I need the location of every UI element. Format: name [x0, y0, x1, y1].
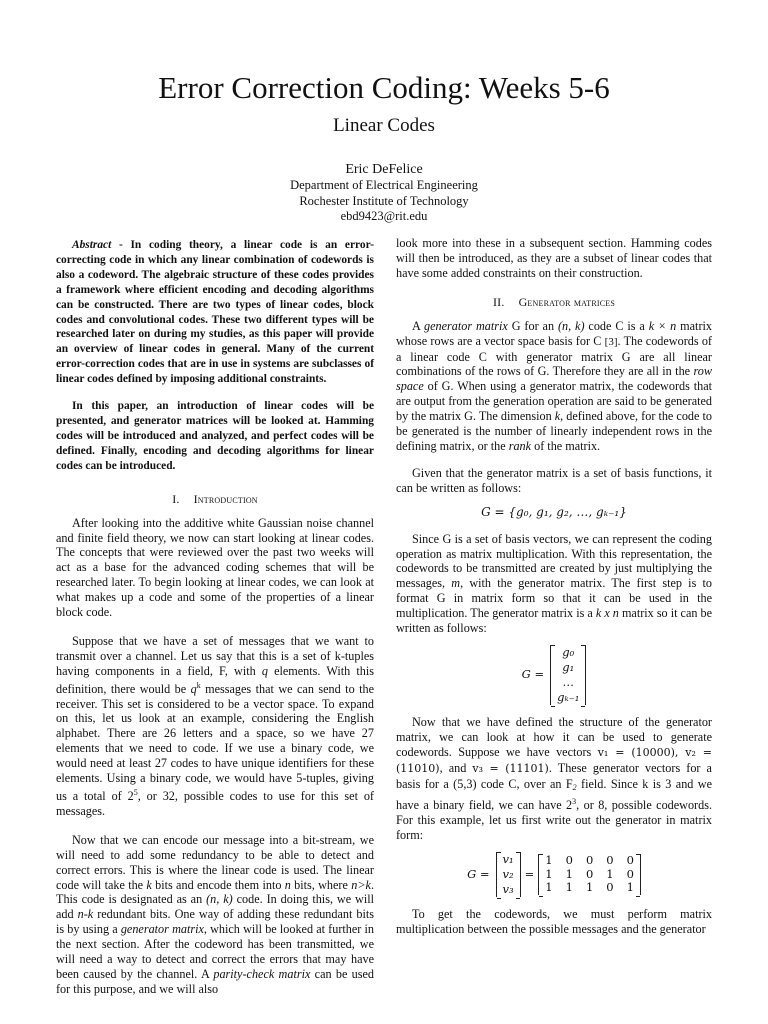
abstract-text-1: In coding theory, a linear code is an error-correcting code in which any linear combination of codewords is also a codeword. The algebraic structure of these codes provides a framework where efficient encoding and decoding algorithms can be constructed. There are two types of linear codes, block codes and convolutional codes. These two different types will be researched later on during my studies, as this paper will provide an overview of linear codes in general. Many of the current error-correction codes that are in use in systems are subclasses of linear codes defined by imposing additional constraints. — [56, 239, 374, 386]
text-italic: parity-check matrix — [213, 966, 311, 981]
matrix-entry: 0 — [585, 866, 594, 881]
section-heading-introduction — [56, 492, 374, 507]
text-run: code C is a — [584, 318, 649, 333]
text-run: of the matrix. — [531, 438, 601, 453]
matrix-entry: 1 — [545, 866, 553, 881]
matrix-entry: 1 — [565, 880, 573, 895]
section-title: Introduction — [193, 491, 258, 506]
section-heading-generator-matrices — [396, 295, 712, 310]
superscript: 3 — [572, 797, 577, 807]
generator-paragraph-5: To get the codewords, we must perform matrix multiplication between the possible messages and the generator — [396, 907, 712, 937]
text-run: elements. With this definition, there would be — [56, 663, 374, 696]
text-run: Suppose that we have a set of messages that we want to transmit over a channel. Let us say that this is a set of k-tuples having components in a field, F, with — [56, 633, 374, 678]
matrix-row — [545, 868, 634, 882]
matrix-entry: g₀ — [562, 644, 575, 659]
text-run: Now that we have defined the structure of the generator matrix, we can look at how it can be used to generate codewords. Suppose we have vectors — [396, 714, 712, 759]
matrix-entry: 1 — [606, 866, 614, 881]
matrix-entry: 0 — [626, 866, 634, 881]
text-run: can be used for this purpose, and we will also — [56, 966, 374, 996]
text-run: , which will be looked at further in the next section. After the codeword has been transmitted, we will need a way to detect and correct the errors that may have been caused by the channel. A — [56, 922, 374, 981]
text-italic: n>k — [351, 877, 371, 892]
matrix-entry: 0 — [606, 853, 614, 868]
subscript: 2 — [572, 782, 577, 792]
intro-paragraph-3 — [56, 833, 374, 997]
text-run: redundant bits. One way of adding these redundant bits is by using a — [56, 907, 375, 937]
author-name: Eric DeFelice — [345, 162, 423, 177]
vector-column — [496, 852, 521, 897]
text-run: , or 32, possible codes to use for this set of messages. — [56, 789, 374, 818]
text-run: Since G is a set of basis vectors, we can represent the coding operation as matrix multiplication. With this representation, the codewords to be transmitted are created by just multiplying the messages, — [396, 531, 712, 591]
matrix-entry: g₁ — [562, 659, 575, 674]
email: ebd9423@rit.edu — [340, 209, 428, 223]
left-column — [56, 238, 374, 1006]
generator-paragraph-3 — [396, 532, 712, 636]
vector-entry: v₁ — [502, 852, 514, 867]
text-run: , or 8, possible codewords. For this example, let us first write out the generator in matrix form: — [396, 798, 712, 843]
text-italic: generator matrix — [424, 318, 508, 333]
matrix-entry: 1 — [545, 853, 553, 868]
text-italic: row space — [396, 364, 712, 394]
text-run: messages that we can send to the receiver. This set is considered to be a vector space. To expand on this, let us look at an example, considering the English alphabet. There are 26 letters and a space, so we have 27 elements that we need to code. If we use a binary code, we would need at least 27 codes to have unique identifiers for these elements. Using a binary code, we would have 5-tuples, giving us a total of 2 — [56, 681, 375, 803]
equation-example-generator — [396, 852, 712, 897]
generator-paragraph-4 — [396, 715, 712, 843]
text-run: bits, where — [290, 877, 352, 892]
matrix-entry: 0 — [626, 853, 634, 868]
text-italic: generator matrix — [120, 922, 204, 937]
right-column — [396, 236, 712, 946]
text-run: G for an — [507, 318, 558, 333]
text-run: Now that we can encode our message into a bit-stream, we will need to add some redundancy to be able to detect and correct errors. This is where the linear code is used. The linear code will take the — [56, 832, 374, 892]
text-italic: (n, k) — [557, 318, 585, 333]
text-run: A — [412, 318, 425, 333]
matrix-entry: 1 — [585, 880, 594, 895]
text-italic: q — [190, 681, 197, 696]
matrix-entry: 0 — [585, 853, 594, 868]
text-run: , and — [439, 760, 473, 775]
equation-generator-matrix — [396, 645, 712, 705]
section-number: I. — [172, 491, 180, 506]
text-italic: k x n — [595, 606, 619, 621]
paper-subtitle: Linear Codes — [333, 115, 435, 136]
citation: [3] — [604, 335, 618, 348]
abstract-dash: - — [111, 239, 131, 251]
text-italic: n — [284, 877, 291, 892]
text-italic: k — [554, 409, 561, 424]
abstract-paragraph-1 — [56, 238, 374, 387]
equation-basis-set: G = {g₀, g₁, g₂, …, gₖ₋₁} — [481, 504, 627, 519]
text-italic: m — [451, 576, 461, 591]
matrix-row — [545, 854, 634, 868]
text-italic: (n, k) — [206, 892, 233, 907]
text-italic: n-k — [77, 907, 94, 922]
text-run: . These generator vectors for a basis for a (5,3) code C, over an F — [396, 760, 712, 791]
generator-paragraph-1 — [396, 319, 712, 454]
superscript: k — [196, 680, 201, 690]
matrix-row — [545, 881, 634, 895]
text-run: . This code is designated as an — [56, 877, 374, 907]
text-run: matrix so it can be written as follows: — [396, 606, 713, 636]
equals-sign: = — [524, 867, 535, 882]
text-run: bits and encode them into — [151, 877, 285, 892]
text-italic: k — [146, 877, 152, 892]
superscript: 5 — [133, 788, 138, 797]
matrix-lhs: G = — [521, 667, 545, 682]
matrix-entry: 1 — [565, 866, 573, 881]
text-run: of G. When using a generator matrix, the codewords that are output from the generation operation are said to be generated by the matrix G. The dimension — [396, 379, 712, 424]
generator-paragraph-2: Given that the generator matrix is a set of basis functions, it can be written as follows: — [396, 465, 712, 495]
matrix-entry: 0 — [606, 880, 614, 895]
matrix-entry: 1 — [545, 880, 553, 895]
continued-paragraph: look more into these in a subsequent section. Hamming codes will then be introduced, as they are a subset of linear codes that have some added constraints on their construction. — [396, 236, 712, 280]
text-run: , with the generator matrix. The first step is to format G in matrix form so that it can be used in the multiplication. The generator matrix is a — [396, 576, 712, 621]
text-italic: k × n — [648, 318, 677, 333]
author-affiliation — [0, 178, 768, 225]
section-number: II. — [492, 294, 505, 309]
matrix-entry: 1 — [626, 880, 634, 895]
text-run: , defined above, for the code to be generated is the number of linearly independent rows in the defining matrix, or the — [396, 409, 712, 453]
text-italic: q — [261, 663, 268, 678]
abstract-label: Abstract — [72, 239, 112, 251]
department: Department of Electrical Engineering — [290, 178, 478, 192]
matrix-lhs: G = — [467, 867, 490, 882]
intro-paragraph-2 — [56, 634, 374, 819]
text-italic: rank — [508, 438, 532, 453]
intro-paragraph-1: After looking into the additive white Gaussian noise channel and finite field theory, we now can start looking at linear codes. The concepts that were reviewed over the past two weeks will act as a base for the advanced coding schemes that will be researched later. To begin looking at linear codes, we can look at what makes up a code and some of the properties of a linear block code. — [56, 515, 374, 620]
math-inline: v₁ = (10000), v₂ = (11010) — [396, 745, 712, 775]
paper-title: Error Correction Coding: Weeks 5-6 — [158, 70, 610, 105]
abstract-paragraph-2: In this paper, an introduction of linear codes will be presented, and generator matrices will be looked at. Hamming codes will be introduced and analyzed, and perfect codes will be defined. Finally, encoding and decoding algorithms for linear codes can be introduced. — [56, 400, 374, 472]
matrix-entry: gₖ₋₁ — [557, 689, 580, 704]
matrix-entry: … — [562, 674, 574, 689]
binary-matrix — [538, 854, 641, 895]
matrix-entry: 0 — [565, 853, 573, 868]
text-run: matrix whose rows are a vector space basis for C — [396, 318, 712, 348]
vector-entry: v₂ — [502, 867, 514, 882]
text-run: code. In doing this, we will add — [56, 892, 374, 922]
math-inline: v₃ = (11101) — [472, 761, 549, 775]
section-title: Generator matrices — [518, 294, 616, 309]
text-run: field. Since k is 3 and we have a binary field, we can have 2 — [396, 776, 712, 813]
text-run: . The codewords of a linear code C with generator matrix G are all linear combinations of the rows of G. Therefore they are all in the — [396, 333, 712, 379]
matrix-column — [550, 645, 586, 705]
vector-entry: v₃ — [502, 882, 514, 897]
institution: Rochester Institute of Technology — [299, 193, 469, 208]
